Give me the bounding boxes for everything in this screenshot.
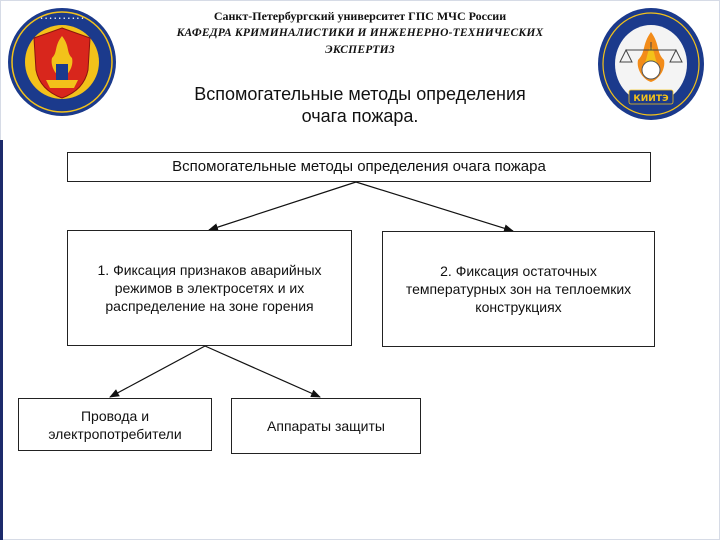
department-name-line2: ЭКСПЕРТИЗ: [325, 44, 395, 56]
arrow-root-to-method2: [356, 182, 513, 231]
root-method-box: Вспомогательные методы определения очага пожара: [67, 152, 651, 182]
arrow-method1-to-sub2: [205, 346, 320, 397]
university-name: Санкт-Петербургский университет ГПС МЧС России: [213, 9, 507, 23]
department-name-line1: КАФЕДРА КРИМИНАЛИСТИКИ И ИНЖЕНЕРНО-ТЕХНИЧЕСКИХ: [176, 27, 544, 39]
arrow-method1-to-sub1: [110, 346, 205, 397]
sub2-box: Аппараты защиты: [231, 398, 421, 454]
method1-box: 1. Фиксация признаков аварийных режимов в электросетях и их распределение на зоне горения: [67, 230, 352, 346]
kiite-emblem-label: КИИТЭ: [633, 94, 669, 104]
arrow-root-to-method1: [209, 182, 356, 230]
slide-title-line1: Вспомогательные методы определения: [194, 84, 526, 104]
method2-box: 2. Фиксация остаточных температурных зон на теплоемких конструкциях: [382, 231, 655, 347]
svg-text:• • • • • • • • • •: • • • • • • • • • •: [40, 16, 84, 22]
slide-title-line2: очага пожара.: [301, 106, 419, 126]
sub1-box: Провода и электропотребители: [18, 398, 212, 451]
